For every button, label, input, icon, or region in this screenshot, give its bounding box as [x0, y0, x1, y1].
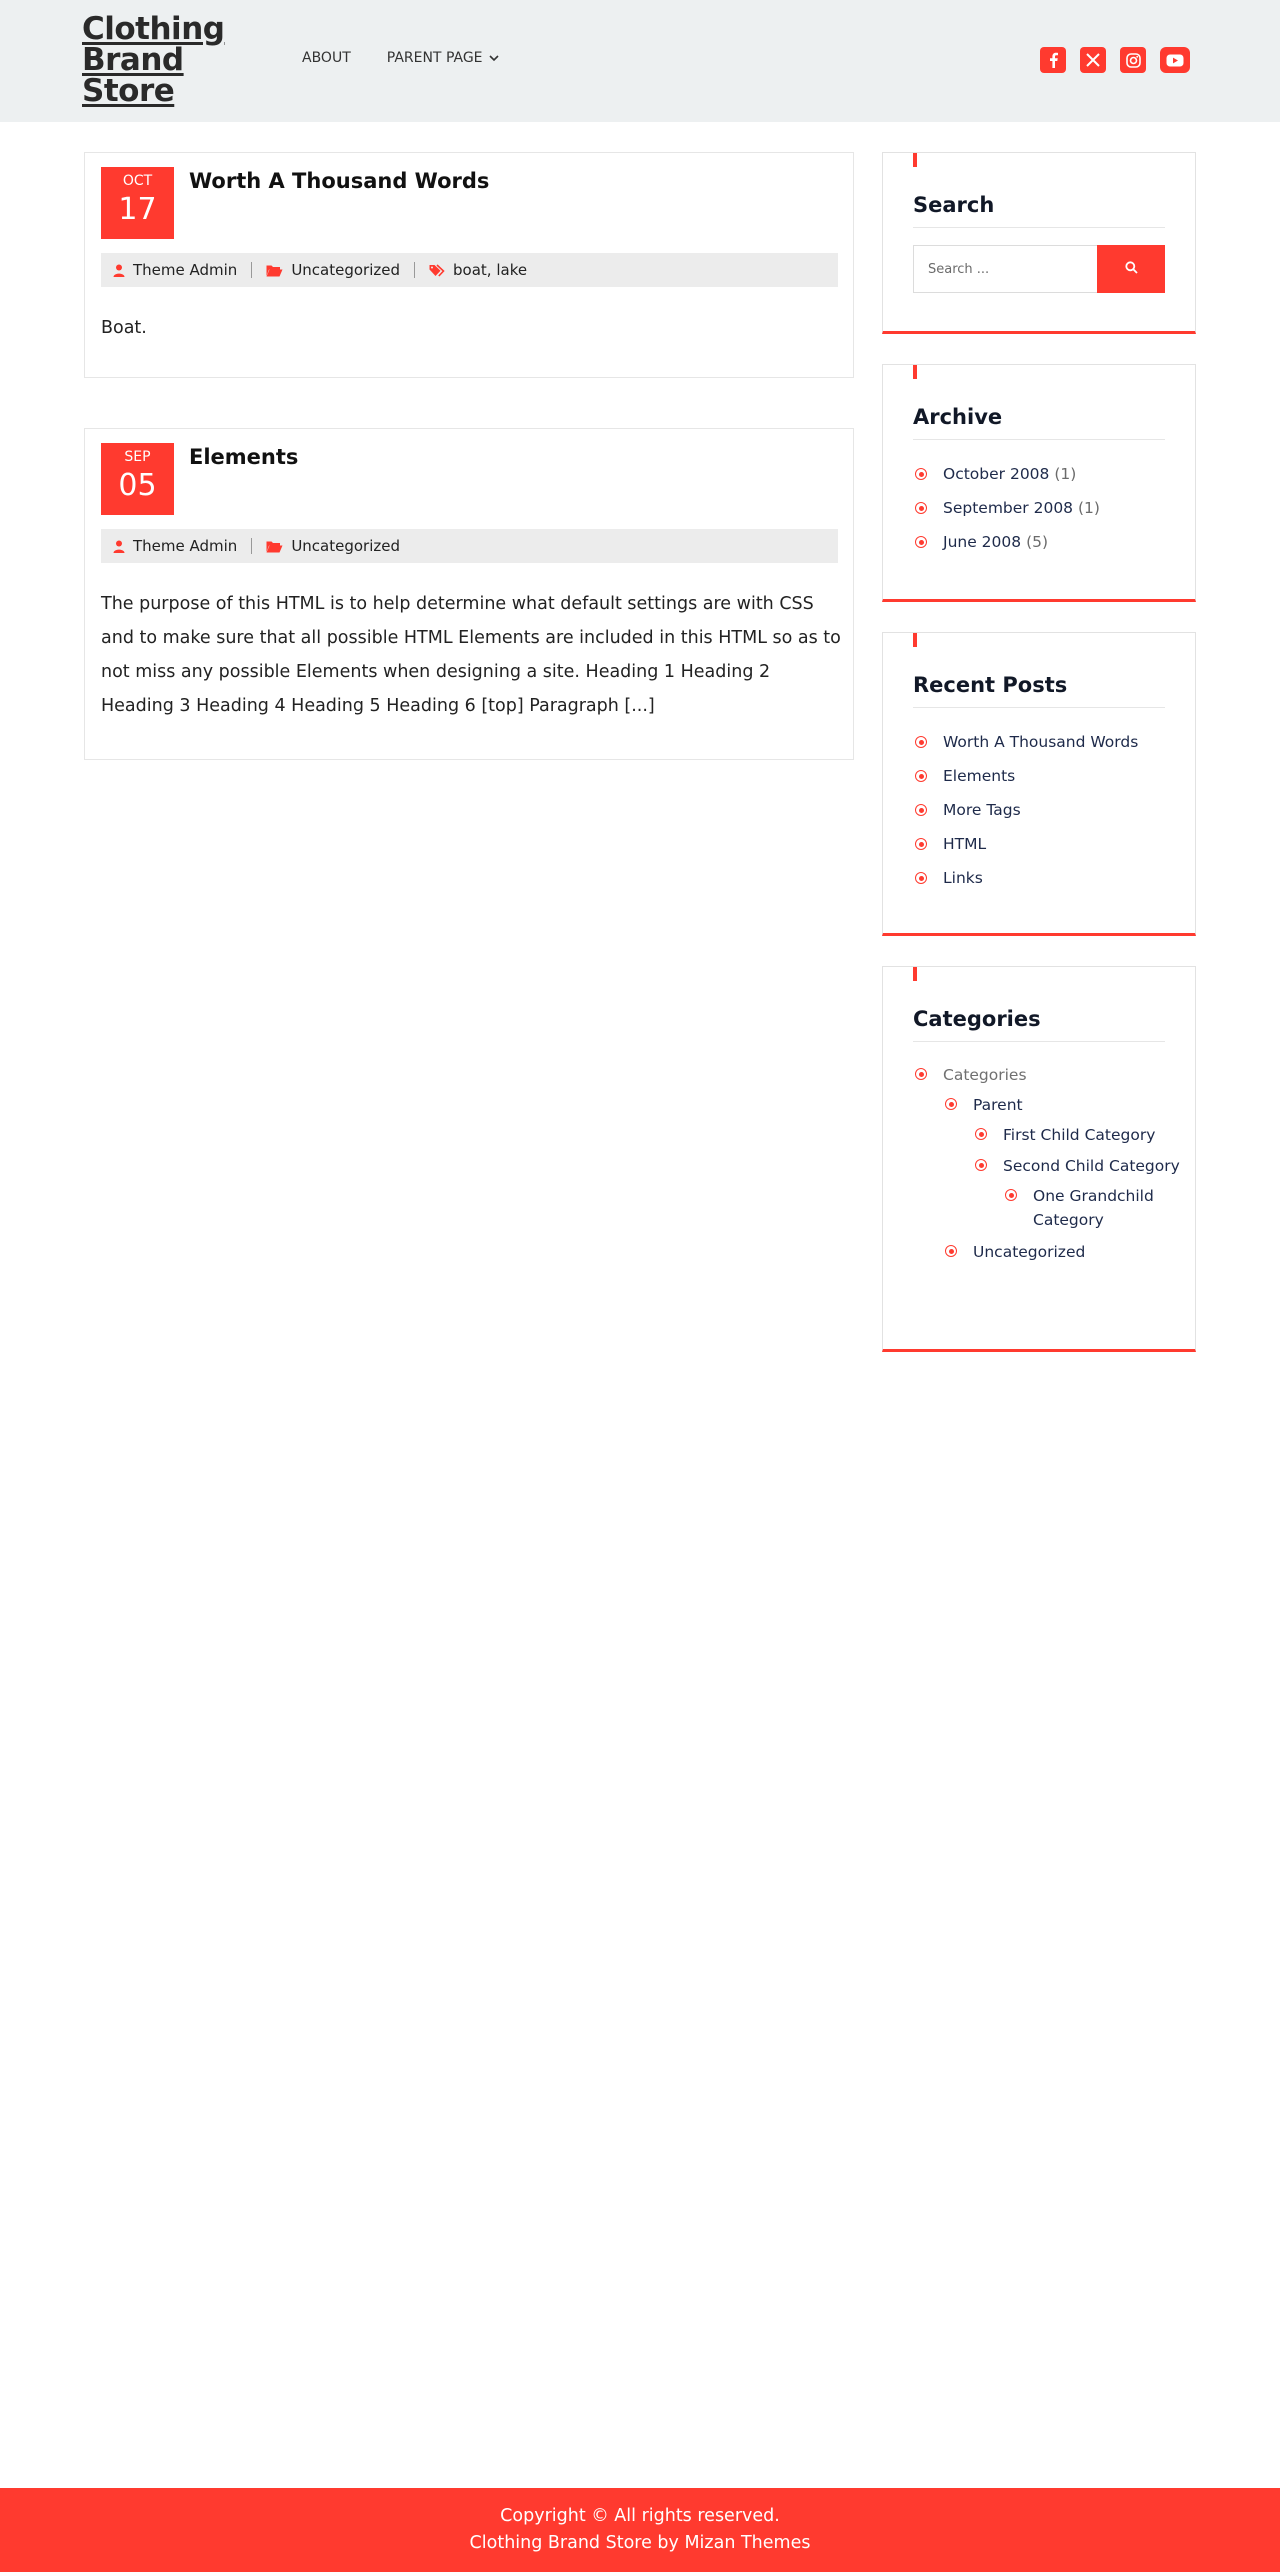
user-icon — [113, 540, 125, 553]
search-input[interactable] — [913, 245, 1097, 293]
nav-item-parent-page[interactable] — [387, 50, 499, 66]
post-card — [84, 428, 854, 760]
list-item — [913, 765, 1173, 788]
archive-link[interactable]: June 2008 — [943, 533, 1022, 551]
folder-open-icon — [266, 540, 283, 553]
recent-post-link[interactable]: Elements — [943, 767, 1016, 785]
list-item — [913, 531, 1173, 554]
search-icon — [1125, 261, 1138, 277]
post-title-link[interactable]: Elements — [189, 445, 299, 469]
widget-accent — [913, 365, 917, 379]
tag-link[interactable]: boat — [453, 261, 487, 279]
category-item — [943, 1240, 1183, 1264]
social-links — [1040, 47, 1190, 73]
category-link-uncategorized[interactable]: Uncategorized — [973, 1243, 1086, 1261]
category-item — [973, 1123, 1183, 1147]
post-meta — [101, 529, 838, 563]
tags-icon — [429, 264, 445, 277]
category-link-parent[interactable]: Parent — [973, 1096, 1023, 1114]
archive-count: (1) — [1078, 499, 1100, 517]
youtube-icon[interactable] — [1160, 47, 1190, 73]
categories-widget — [882, 966, 1196, 1352]
archive-link[interactable]: September 2008 — [943, 499, 1074, 517]
post-meta — [101, 253, 838, 287]
main-nav — [302, 50, 499, 66]
chevron-down-icon — [489, 52, 499, 65]
category-link-second-child[interactable]: Second Child Category — [1003, 1157, 1180, 1175]
category-link-grandchild[interactable]: One Grandchild Category — [1033, 1187, 1154, 1229]
bullet-circle-icon — [915, 872, 927, 884]
folder-open-icon — [266, 264, 283, 277]
post-category-link[interactable]: Uncategorized — [291, 537, 401, 555]
date-month: SEP — [124, 449, 151, 465]
recent-posts-list — [913, 731, 1173, 901]
archive-list — [913, 463, 1173, 565]
list-item — [913, 497, 1173, 520]
date-month: OCT — [122, 173, 153, 189]
archive-link[interactable]: October 2008 — [943, 465, 1050, 483]
bullet-circle-icon — [915, 838, 927, 850]
copyright-text: Copyright © All rights reserved. — [500, 2506, 780, 2526]
list-item — [913, 867, 1173, 890]
archive-widget — [882, 364, 1196, 602]
widget-accent — [913, 967, 917, 981]
meta-divider — [414, 262, 415, 278]
recent-post-link[interactable]: Worth A Thousand Words — [943, 733, 1139, 751]
list-item — [913, 833, 1173, 856]
post-author-link[interactable]: Theme Admin — [133, 261, 238, 279]
widget-title: Search — [913, 193, 1165, 228]
nav-item-about[interactable] — [302, 50, 351, 66]
list-item — [913, 731, 1173, 754]
date-badge — [101, 167, 174, 239]
search-button[interactable] — [1097, 245, 1165, 293]
search-widget — [882, 152, 1196, 334]
category-tree — [913, 1063, 1183, 1271]
bullet-circle-icon — [915, 804, 927, 816]
post-excerpt: Boat. — [101, 318, 147, 338]
site-header — [0, 0, 1280, 122]
widget-accent — [913, 153, 917, 167]
theme-credit: Clothing Brand Store by Mizan Themes — [469, 2533, 811, 2553]
list-item — [913, 799, 1173, 822]
bullet-circle-icon — [915, 1068, 927, 1080]
bullet-circle-icon — [975, 1128, 987, 1140]
bullet-circle-icon — [915, 770, 927, 782]
post-tags — [453, 261, 527, 279]
recent-posts-widget — [882, 632, 1196, 936]
post-author-link[interactable]: Theme Admin — [133, 537, 238, 555]
bullet-circle-icon — [945, 1098, 957, 1110]
bullet-circle-icon — [945, 1245, 957, 1257]
archive-count: (5) — [1026, 533, 1049, 551]
facebook-icon[interactable] — [1040, 47, 1066, 73]
category-root-label: Categories — [943, 1066, 1027, 1084]
recent-post-link[interactable]: More Tags — [943, 801, 1021, 819]
nav-item-label: ABOUT — [302, 50, 351, 66]
meta-divider — [251, 538, 252, 554]
date-badge — [101, 443, 174, 515]
meta-divider — [251, 262, 252, 278]
post-category-link[interactable]: Uncategorized — [291, 261, 401, 279]
widget-title: Categories — [913, 1007, 1165, 1042]
category-link-first-child[interactable]: First Child Category — [1003, 1126, 1156, 1144]
post-card — [84, 152, 854, 378]
tag-separator: , — [486, 261, 492, 279]
archive-count: (1) — [1054, 465, 1077, 483]
bullet-circle-icon — [915, 736, 927, 748]
site-footer — [0, 2488, 1280, 2572]
bullet-circle-icon — [975, 1159, 987, 1171]
site-title-link[interactable]: Clothing Brand Store — [82, 11, 225, 109]
nav-item-label: PARENT PAGE — [386, 50, 483, 66]
post-title-link[interactable]: Worth A Thousand Words — [189, 169, 490, 193]
widget-accent — [913, 633, 917, 647]
category-item — [943, 1093, 1183, 1232]
post-excerpt: The purpose of this HTML is to help determine what default settings are with CSS and to make sure that all possible HTML Elements are included in this HTML so as to not miss any possible Elements when designing a site. Heading 1 Heading 2 Heading 3 Heading 4 Heading 5 Heading 6 [top] Paragraph [...] — [101, 594, 841, 716]
recent-post-link[interactable]: HTML — [943, 835, 987, 853]
x-twitter-icon[interactable] — [1080, 47, 1106, 73]
widget-title: Archive — [913, 405, 1165, 440]
date-day: 17 — [118, 192, 157, 227]
tag-link[interactable]: lake — [496, 261, 528, 279]
category-item — [1003, 1184, 1183, 1232]
category-item — [913, 1063, 1183, 1264]
bullet-circle-icon — [1005, 1189, 1017, 1201]
bullet-circle-icon — [915, 536, 927, 548]
widget-title: Recent Posts — [913, 673, 1165, 708]
user-icon — [113, 264, 125, 277]
category-item — [973, 1154, 1183, 1232]
recent-post-link[interactable]: Links — [943, 869, 983, 887]
search-form — [913, 245, 1165, 293]
list-item — [913, 463, 1173, 486]
bullet-circle-icon — [915, 468, 927, 480]
instagram-icon[interactable] — [1120, 47, 1146, 73]
date-day: 05 — [118, 468, 157, 503]
bullet-circle-icon — [915, 502, 927, 514]
